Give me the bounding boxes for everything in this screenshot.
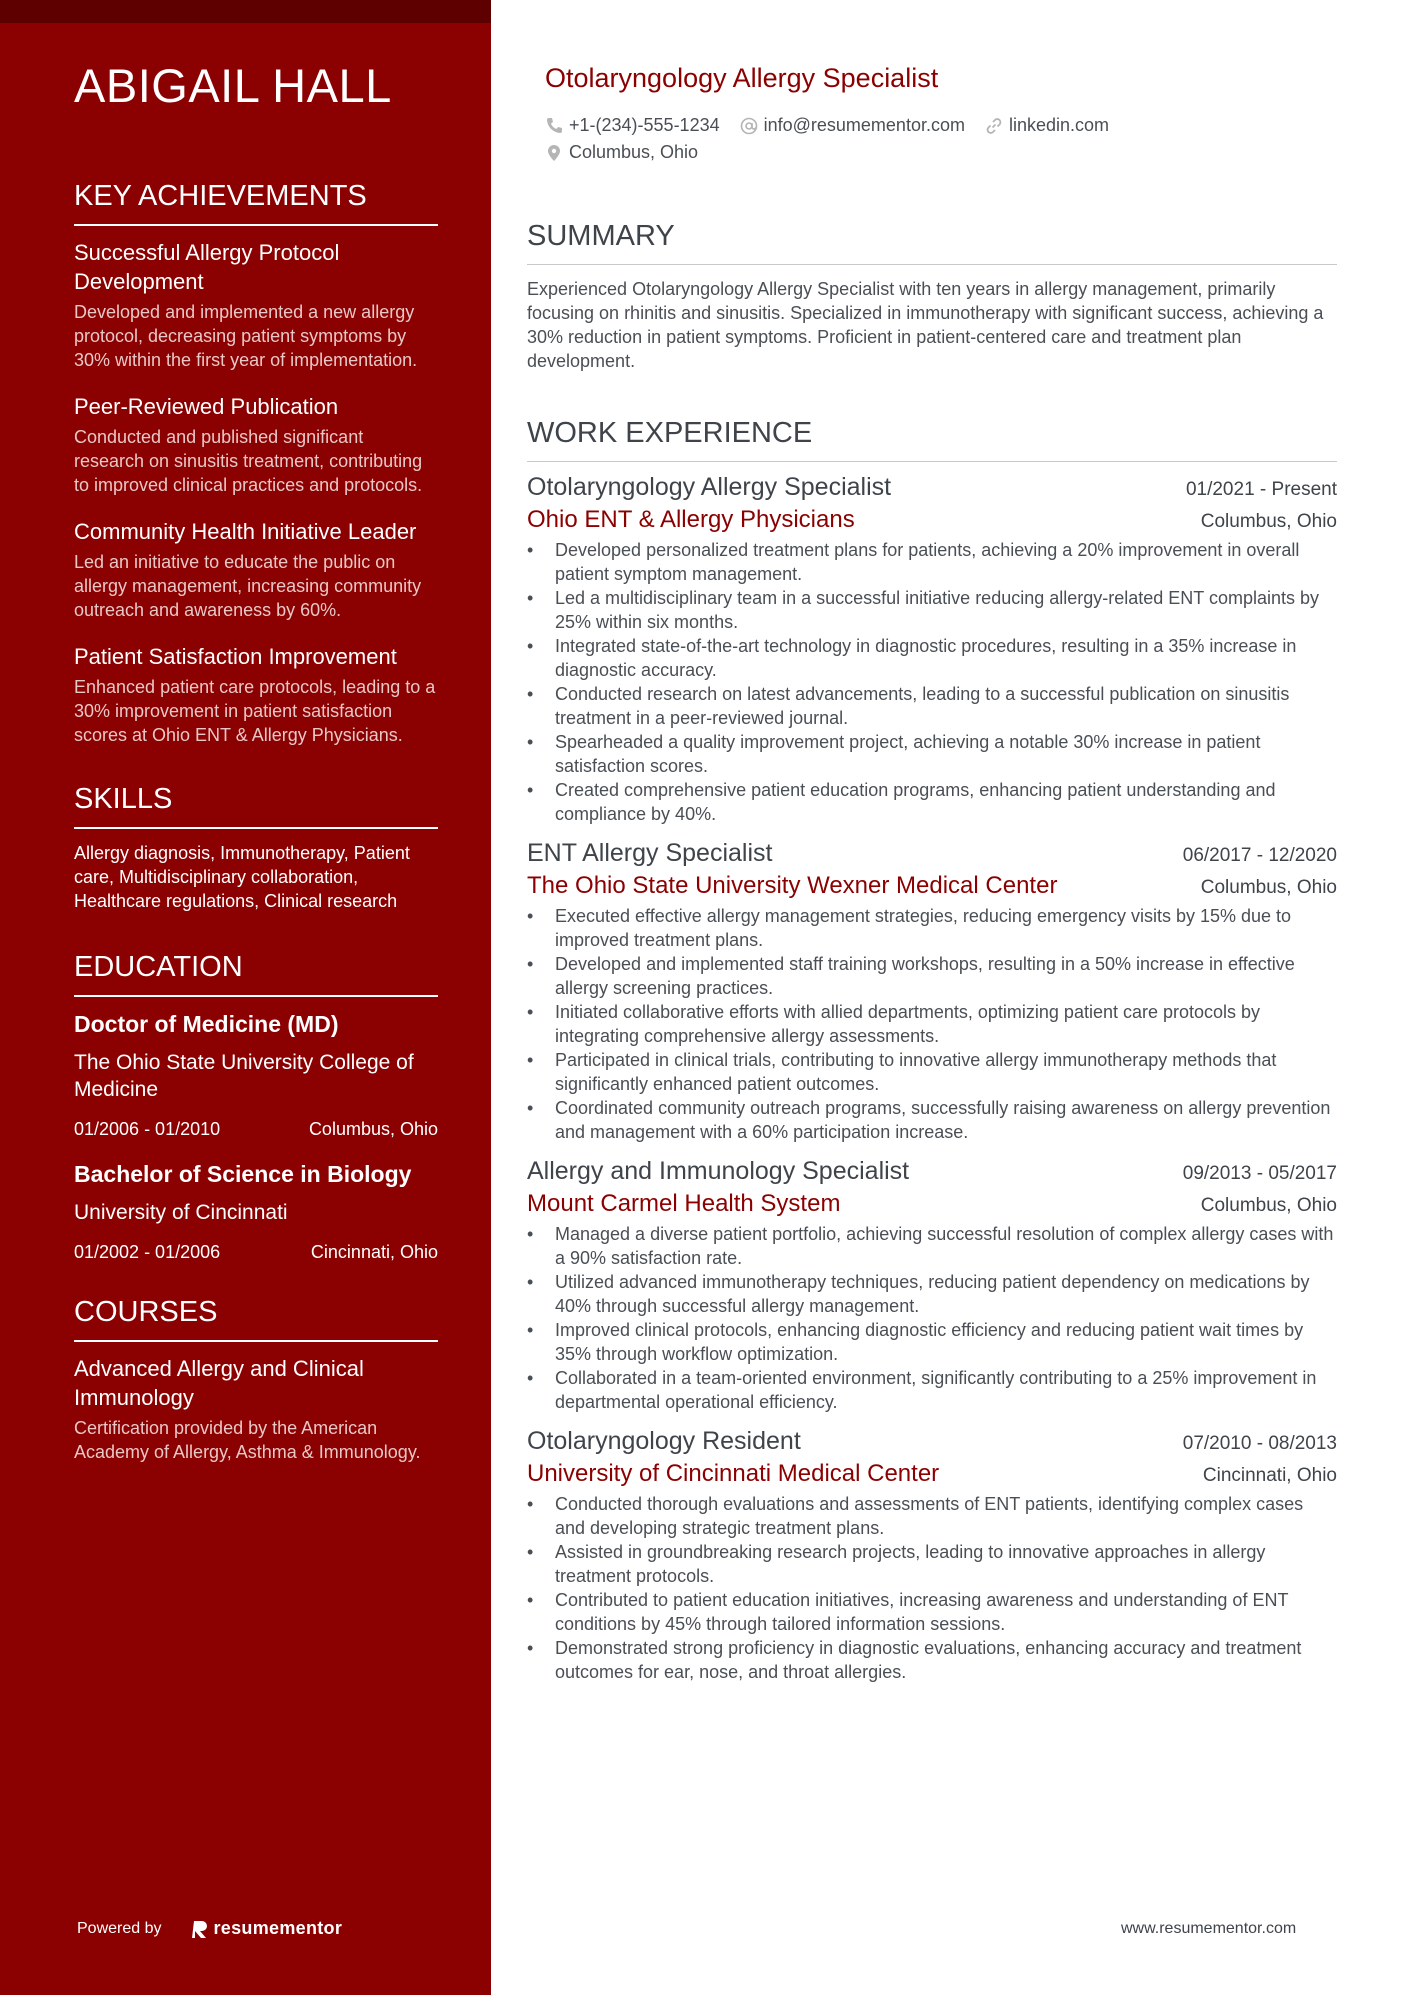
education-meta bbox=[74, 1117, 438, 1141]
summary-heading: SUMMARY bbox=[527, 218, 1337, 265]
education-school: University of Cincinnati bbox=[74, 1201, 288, 1224]
job-entry bbox=[527, 1154, 1337, 1414]
job-bullet: • Assisted in groundbreaking research projects, leading to innovative approaches in allergy treatment protocols. bbox=[527, 1540, 1337, 1588]
sidebar-content bbox=[74, 58, 438, 1484]
job-role: Otolaryngology Resident bbox=[527, 1427, 801, 1455]
education-dates: 01/2002 - 01/2006 bbox=[74, 1242, 221, 1262]
education-item bbox=[74, 1159, 438, 1264]
job-location: Cincinnati, Ohio bbox=[1202, 1465, 1337, 1486]
course-title: Advanced Allergy and Clinical Immunology bbox=[74, 1356, 364, 1410]
location-text: Columbus, Ohio bbox=[569, 142, 699, 162]
job-bullet: • Conducted research on latest advancements, leading to a successful publication on sinusitis treatment in a peer-reviewed journal. bbox=[527, 682, 1337, 730]
courses-section bbox=[74, 1294, 438, 1464]
education-degree: Bachelor of Science in Biology bbox=[74, 1161, 412, 1187]
contact-row bbox=[545, 112, 1345, 139]
contact-linkedin[interactable] bbox=[985, 115, 1109, 136]
achievement-desc: Conducted and published significant research on sinusitis treatment, contributing to improved clinical practices and protocols. bbox=[74, 427, 423, 495]
course-desc: Certification provided by the American Academy of Allergy, Asthma & Immunology. bbox=[74, 1418, 421, 1462]
website-link[interactable]: www.resumementor.com bbox=[1121, 1920, 1297, 1937]
achievement-desc: Led an initiative to educate the public on allergy management, increasing community outreach and awareness by 60%. bbox=[74, 552, 422, 620]
contact-phone[interactable] bbox=[545, 115, 720, 136]
achievement-desc: Enhanced patient care protocols, leading to a 30% improvement in patient satisfaction scores at Ohio ENT & Allergy Physicians. bbox=[74, 677, 436, 745]
job-header bbox=[527, 836, 1337, 870]
job-bullet: • Collaborated in a team-oriented environment, significantly contributing to a 25% improvement in departmental operational efficiency. bbox=[527, 1366, 1337, 1414]
job-bullets bbox=[527, 538, 1337, 826]
job-role: Otolaryngology Allergy Specialist bbox=[527, 473, 892, 501]
job-dates: 01/2021 - Present bbox=[1185, 479, 1337, 500]
resumementor-logo-icon bbox=[192, 1919, 208, 1939]
job-company: University of Cincinnati Medical Center bbox=[527, 1460, 940, 1487]
headline-title: Otolaryngology Allergy Specialist bbox=[545, 63, 939, 93]
summary-section bbox=[527, 218, 1337, 373]
job-bullet: • Created comprehensive patient education programs, enhancing patient understanding and compliance by 40%. bbox=[527, 778, 1337, 826]
job-bullet: • Executed effective allergy management strategies, reducing emergency visits by 15% due to improved treatment plans. bbox=[527, 904, 1337, 952]
achievements-section bbox=[74, 178, 438, 747]
achievement-title: Community Health Initiative Leader bbox=[74, 519, 417, 544]
job-bullet: • Managed a diverse patient portfolio, achieving successful resolution of complex allergy cases with a 90% satisfaction rate. bbox=[527, 1222, 1337, 1270]
job-bullet: • Improved clinical protocols, enhancing diagnostic efficiency and reducing patient wait times by 35% through workflow optimization. bbox=[527, 1318, 1337, 1366]
powered-by-label: Powered by bbox=[77, 1919, 162, 1937]
job-subheader bbox=[527, 1458, 1337, 1490]
education-section bbox=[74, 949, 438, 1264]
job-bullet: • Developed personalized treatment plans for patients, achieving a 20% improvement in overall patient symptom management. bbox=[527, 538, 1337, 586]
experience-heading: WORK EXPERIENCE bbox=[527, 415, 1337, 462]
achievement-title: Patient Satisfaction Improvement bbox=[74, 644, 397, 669]
contact-info bbox=[545, 112, 1345, 166]
job-bullet: • Coordinated community outreach programs, successfully raising awareness on allergy prevention and management with a 60% participation increase. bbox=[527, 1096, 1337, 1144]
education-location: Columbus, Ohio bbox=[308, 1119, 438, 1139]
job-company: Mount Carmel Health System bbox=[527, 1190, 841, 1217]
sidebar-top-bar bbox=[0, 0, 491, 23]
powered-by bbox=[77, 1918, 342, 1939]
job-bullet: • Participated in clinical trials, contributing to innovative allergy immunotherapy methods that significantly enhanced patient outcomes. bbox=[527, 1048, 1337, 1096]
achievement-item bbox=[74, 517, 438, 622]
job-subheader bbox=[527, 870, 1337, 902]
job-subheader bbox=[527, 1188, 1337, 1220]
job-location: Columbus, Ohio bbox=[1200, 1195, 1337, 1216]
achievement-item bbox=[74, 642, 438, 747]
sidebar bbox=[0, 0, 491, 1995]
job-entry bbox=[527, 836, 1337, 1144]
job-entry bbox=[527, 470, 1337, 826]
phone-icon bbox=[545, 117, 563, 135]
job-bullet: • Initiated collaborative efforts with allied departments, optimizing patient care protocols by integrating comprehensive allergy assessments. bbox=[527, 1000, 1337, 1048]
experience-section bbox=[527, 415, 1337, 1684]
location-pin-icon bbox=[545, 144, 563, 162]
job-header bbox=[527, 1424, 1337, 1458]
achievement-item bbox=[74, 238, 438, 372]
link-icon bbox=[985, 117, 1003, 135]
job-bullets bbox=[527, 904, 1337, 1144]
job-dates: 06/2017 - 12/2020 bbox=[1182, 845, 1337, 866]
education-item bbox=[74, 1009, 438, 1141]
job-bullet: • Utilized advanced immunotherapy techniques, reducing patient dependency on medications by 40% through successful allergy management. bbox=[527, 1270, 1337, 1318]
job-location: Columbus, Ohio bbox=[1200, 511, 1337, 532]
job-bullet: • Contributed to patient education initiatives, increasing awareness and understanding of ENT conditions by 45% through tailored information sessions. bbox=[527, 1588, 1337, 1636]
job-entry bbox=[527, 1424, 1337, 1684]
brand-name: resumementor bbox=[213, 1918, 343, 1938]
course-item bbox=[74, 1354, 438, 1464]
job-header bbox=[527, 470, 1337, 504]
achievement-title: Successful Allergy Protocol Development bbox=[74, 240, 340, 294]
job-dates: 09/2013 - 05/2017 bbox=[1182, 1163, 1337, 1184]
phone-text: +1-(234)-555-1234 bbox=[569, 115, 720, 135]
job-bullet: • Integrated state-of-the-art technology in diagnostic procedures, resulting in a 35% increase in diagnostic accuracy. bbox=[527, 634, 1337, 682]
at-sign-icon bbox=[740, 117, 758, 135]
job-bullet: • Led a multidisciplinary team in a successful initiative reducing allergy-related ENT complaints by 25% within six months. bbox=[527, 586, 1337, 634]
skills-section bbox=[74, 781, 438, 913]
job-bullet: • Spearheaded a quality improvement project, achieving a notable 30% increase in patient satisfaction scores. bbox=[527, 730, 1337, 778]
contact-location bbox=[545, 142, 698, 163]
job-company: Ohio ENT & Allergy Physicians bbox=[527, 506, 855, 533]
education-school: The Ohio State University College of Medicine bbox=[74, 1051, 414, 1101]
candidate-name: ABIGAIL HALL bbox=[74, 59, 392, 112]
job-role: ENT Allergy Specialist bbox=[527, 839, 773, 867]
linkedin-text: linkedin.com bbox=[1008, 115, 1110, 135]
job-bullet: • Conducted thorough evaluations and assessments of ENT patients, identifying complex cases and developing strategic treatment plans. bbox=[527, 1492, 1337, 1540]
education-degree: Doctor of Medicine (MD) bbox=[74, 1011, 339, 1037]
achievements-heading: KEY ACHIEVEMENTS bbox=[74, 178, 438, 226]
contact-row bbox=[545, 139, 1345, 166]
education-heading: EDUCATION bbox=[74, 949, 438, 997]
contact-email[interactable] bbox=[740, 115, 965, 136]
skills-list: Allergy diagnosis, Immunotherapy, Patient care, Multidisciplinary collaboration, Healthcare regulations, Clinical research bbox=[74, 843, 410, 911]
job-bullet: • Demonstrated strong proficiency in diagnostic evaluations, enhancing accuracy and treatment outcomes for ear, nose, and throat allergies. bbox=[527, 1636, 1337, 1684]
education-meta bbox=[74, 1240, 438, 1264]
education-dates: 01/2006 - 01/2010 bbox=[74, 1119, 221, 1139]
brand-logo[interactable] bbox=[192, 1918, 343, 1939]
job-bullets bbox=[527, 1222, 1337, 1414]
job-header bbox=[527, 1154, 1337, 1188]
summary-text: Experienced Otolaryngology Allergy Specialist with ten years in allergy management, primarily focusing on rhinitis and sinusitis. Specialized in immunotherapy with significant success, achieving a 30% reduction in patient symptoms. Proficient in patient-centered care and treatment plan development. bbox=[527, 279, 1324, 371]
achievement-desc: Developed and implemented a new allergy protocol, decreasing patient symptoms by 30% within the first year of implementation. bbox=[74, 302, 418, 370]
job-role: Allergy and Immunology Specialist bbox=[527, 1157, 910, 1185]
skills-heading: SKILLS bbox=[74, 781, 438, 829]
job-bullet: • Developed and implemented staff training workshops, resulting in a 50% increase in effective allergy screening practices. bbox=[527, 952, 1337, 1000]
job-bullets bbox=[527, 1492, 1337, 1684]
job-location: Columbus, Ohio bbox=[1200, 877, 1337, 898]
achievement-item bbox=[74, 392, 438, 497]
courses-heading: COURSES bbox=[74, 1294, 438, 1342]
job-dates: 07/2010 - 08/2013 bbox=[1182, 1433, 1337, 1454]
education-location: Cincinnati, Ohio bbox=[310, 1242, 438, 1262]
job-subheader bbox=[527, 504, 1337, 536]
email-text: info@resumementor.com bbox=[763, 115, 965, 135]
achievement-title: Peer-Reviewed Publication bbox=[74, 394, 339, 419]
job-company: The Ohio State University Wexner Medical Center bbox=[527, 872, 1058, 899]
